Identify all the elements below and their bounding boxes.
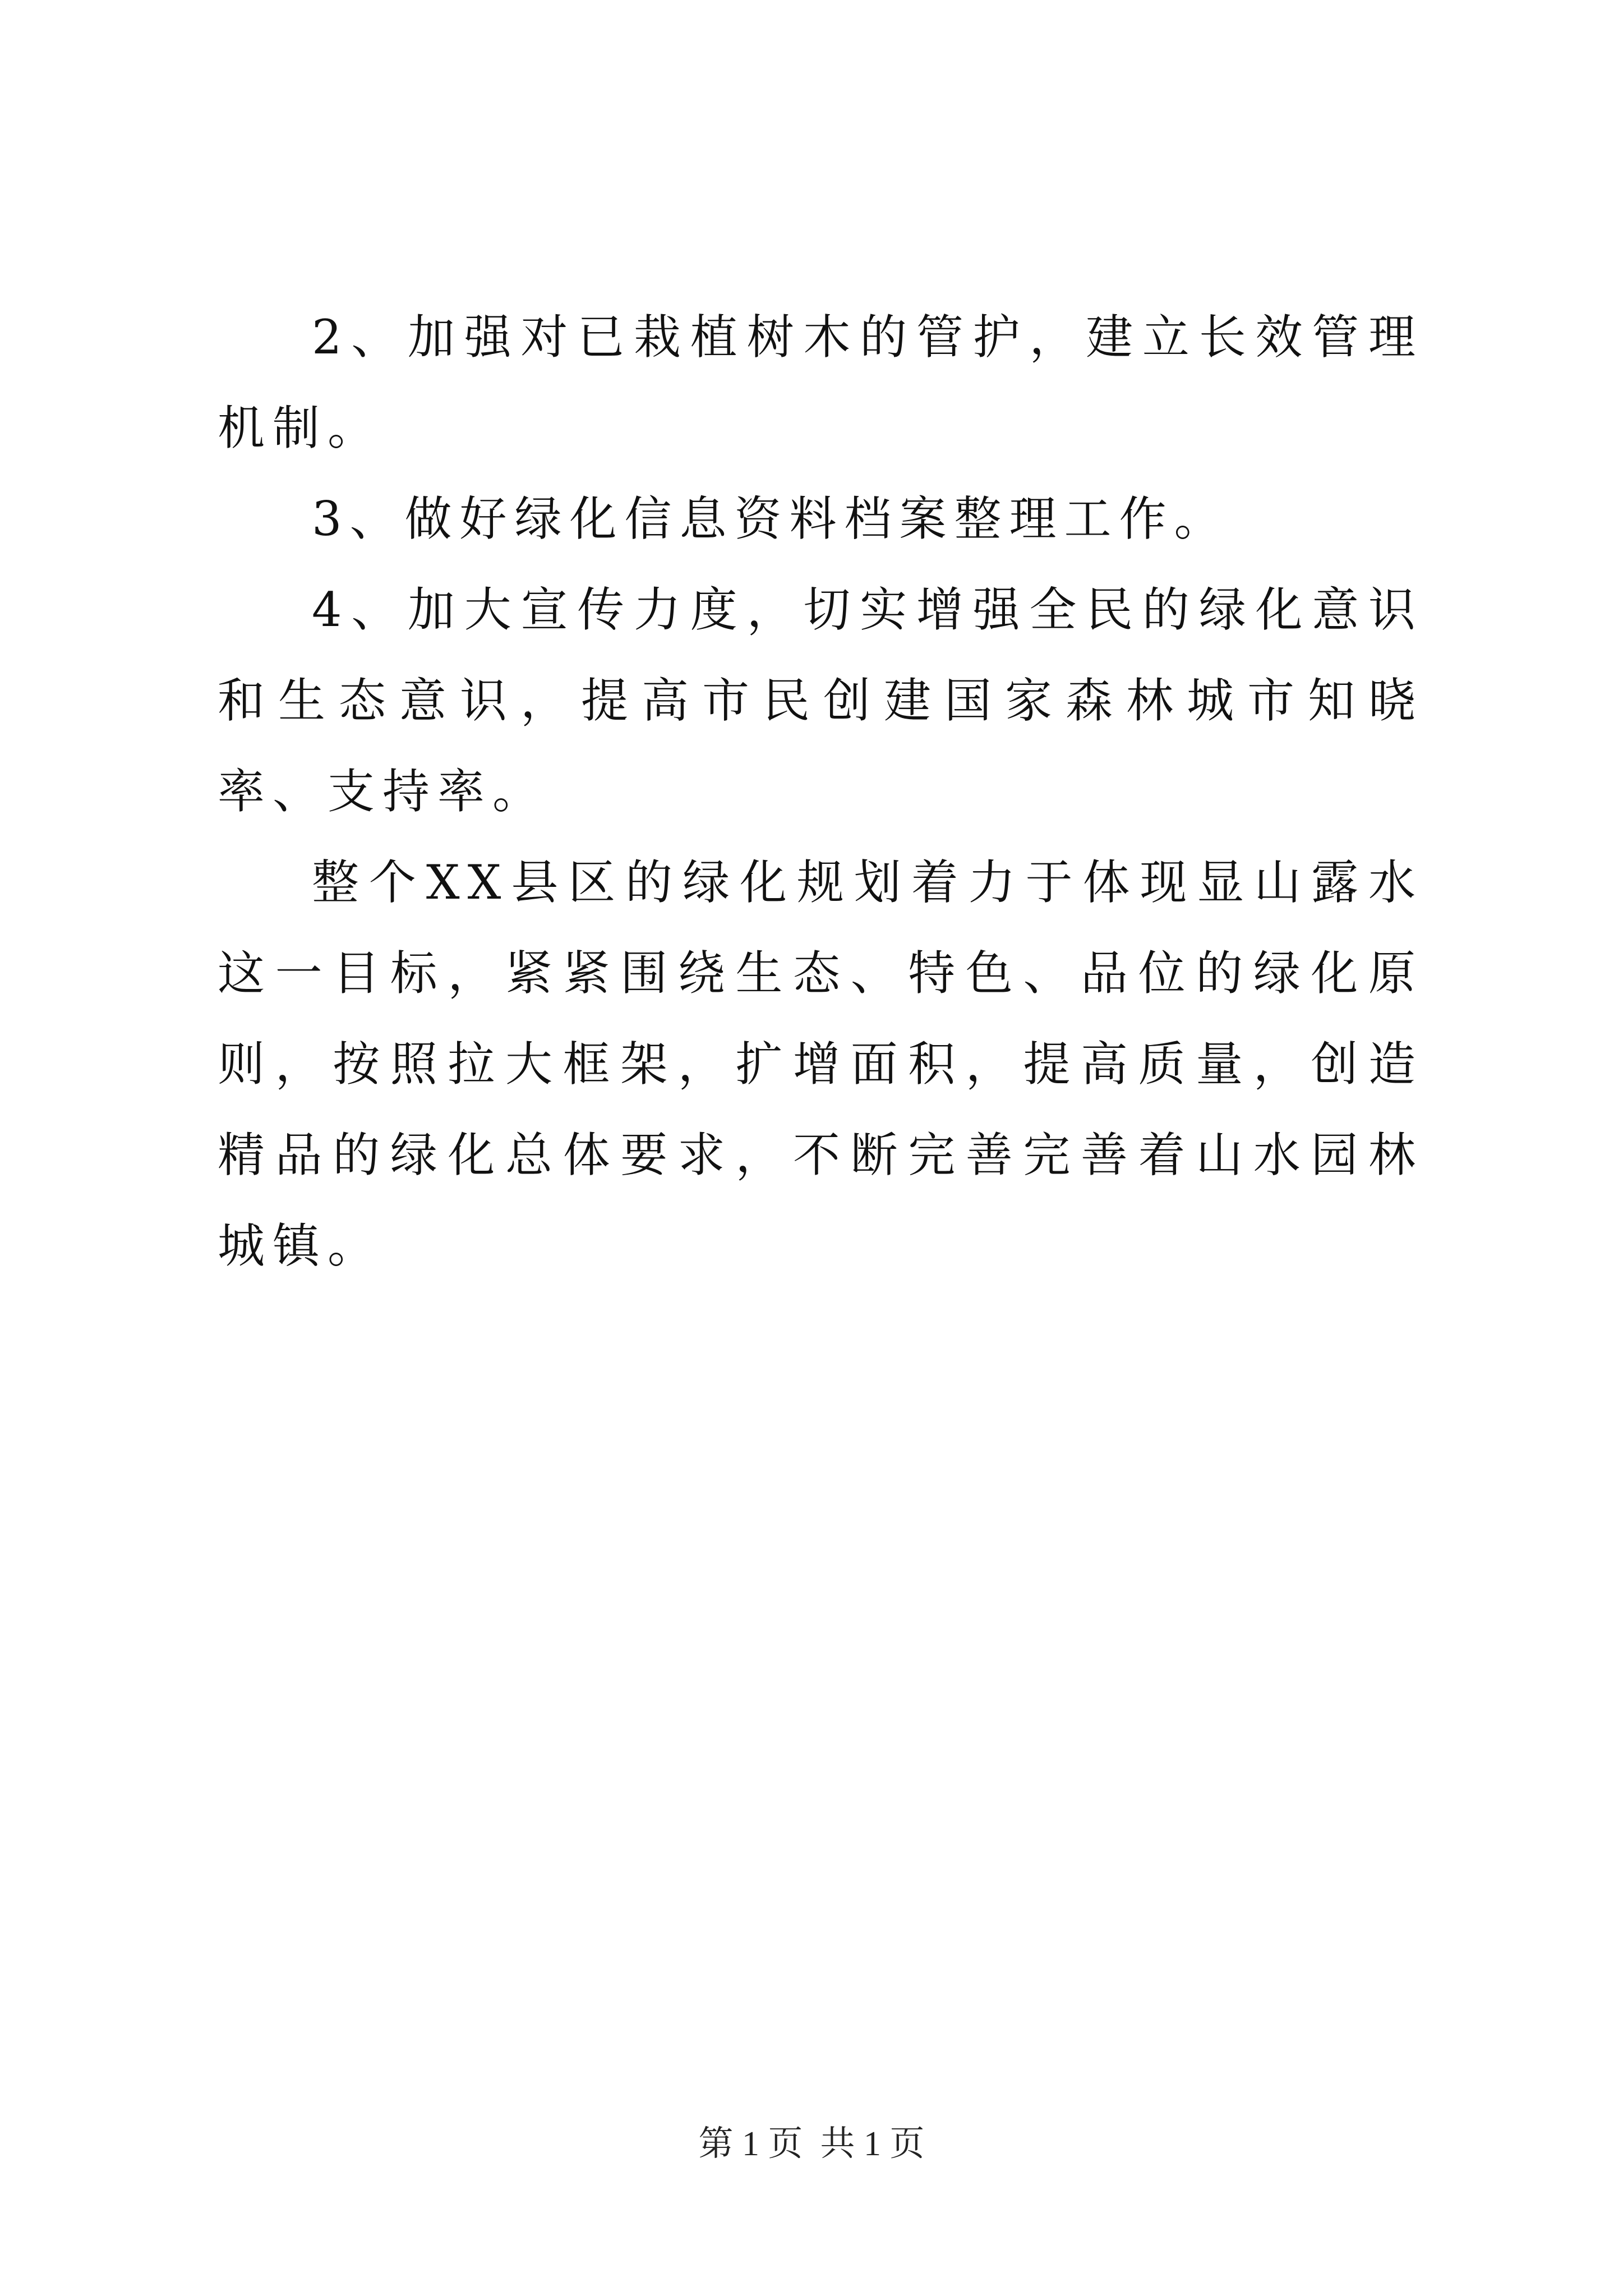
document-body [218,292,1423,1291]
paragraph-item-4: 4、加大宣传力度，切实增强全民的绿化意识和生态意识，提高市民创建国家森林城市知晓率、支持率。 [218,582,1423,819]
paragraph-summary: 整个XX县区的绿化规划着力于体现显山露水这一目标，紧紧围绕生态、特色、品位的绿化原则，按照拉大框架，扩增面积，提高质量，创造精品的绿化总体要求，不断完善完善着山水园林城镇。 [218,855,1423,1273]
page-footer: 第 1 页 共 1 页 [698,2125,925,2163]
paragraph-item-3: 3、做好绿化信息资料档案整理工作。 [312,491,1229,546]
paragraph-item-2: 2、加强对已栽植树木的管护，建立长效管理机制。 [218,310,1423,455]
